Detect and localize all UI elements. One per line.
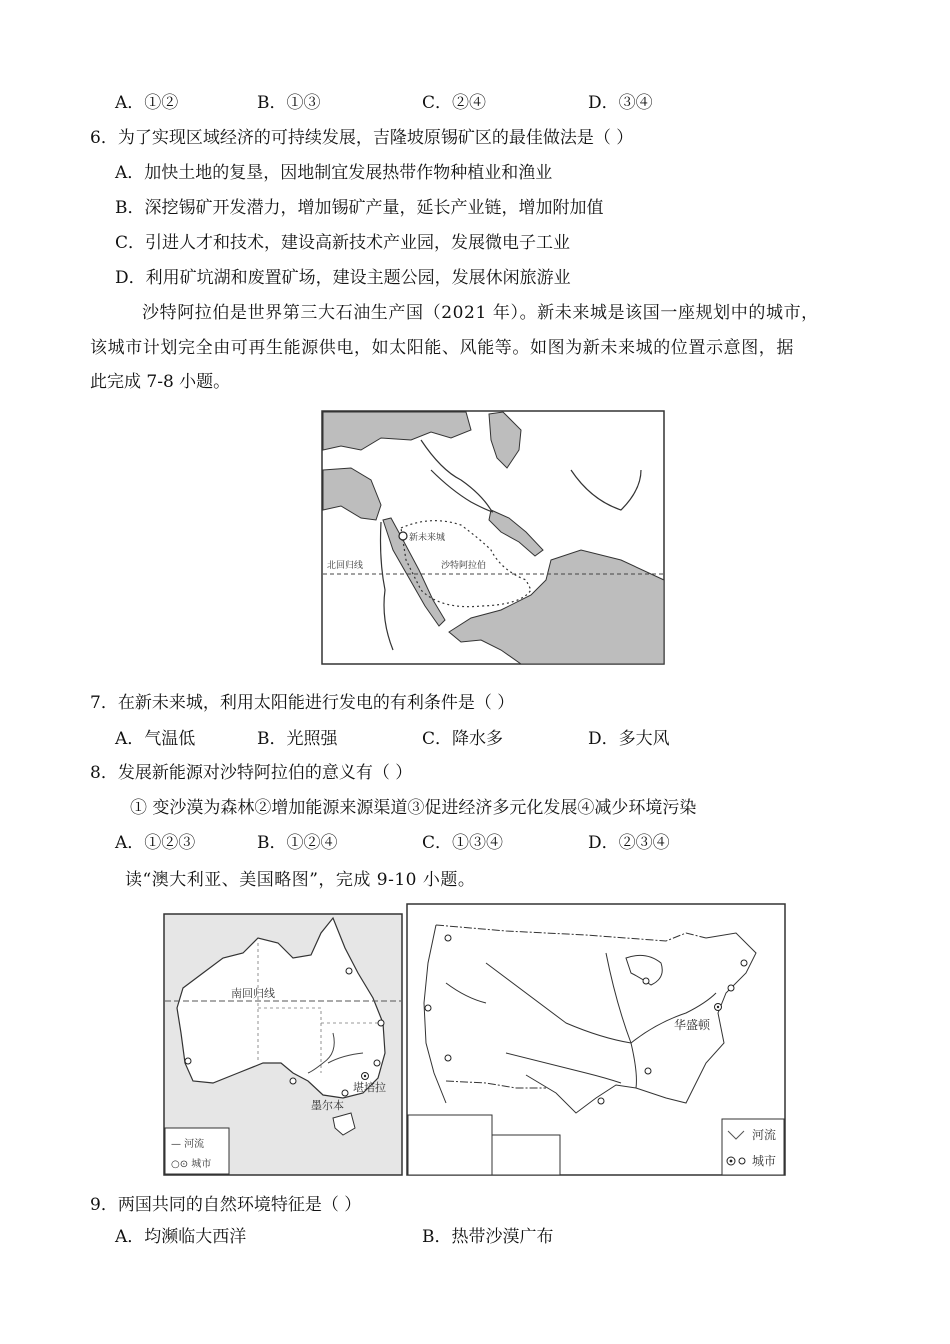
capital-label: 华盛顿 bbox=[674, 1018, 711, 1032]
q7-option-d[interactable]: D．多大风 bbox=[588, 729, 670, 749]
q7-stem: 7．在新未来城，利用太阳能进行发电的有利条件是（ ） bbox=[90, 693, 515, 713]
city-label-melbourne: 墨尔本 bbox=[311, 1099, 344, 1112]
q9-stem: 9．两国共同的自然环境特征是（ ） bbox=[90, 1195, 362, 1215]
q6-stem: 6．为了实现区域经济的可持续发展，吉隆坡原锡矿区的最佳做法是（ ） bbox=[90, 128, 634, 148]
city-label-canberra: 堪培拉 bbox=[353, 1081, 386, 1094]
q8-option-c[interactable]: C．①③④ bbox=[422, 833, 504, 853]
q9-option-b[interactable]: B．热带沙漠广布 bbox=[422, 1227, 554, 1247]
legend-river: 河流 bbox=[752, 1128, 777, 1142]
q6-option-b[interactable]: B．深挖锡矿开发潜力，增加锡矿产量，延长产业链，增加附加值 bbox=[115, 198, 604, 218]
country-label: 沙特阿拉伯 bbox=[441, 561, 487, 571]
q7-option-b[interactable]: B．光照强 bbox=[257, 729, 338, 749]
australia-map bbox=[163, 913, 403, 1176]
passage1-line1: 沙特阿拉伯是世界第三大石油生产国（2021 年）。新未来城是该国一座规划中的城市， bbox=[142, 303, 819, 323]
q8-stem: 8．发展新能源对沙特阿拉伯的意义有（ ） bbox=[90, 763, 413, 783]
q7-option-a[interactable]: A．气温低 bbox=[115, 729, 196, 749]
usa-map bbox=[406, 903, 786, 1176]
q7-option-c[interactable]: C．降水多 bbox=[422, 729, 504, 749]
q9-option-a[interactable]: A．均濒临大西洋 bbox=[115, 1227, 247, 1247]
q6-option-c[interactable]: C．引进人才和技术，建设高新技术产业园，发展微电子工业 bbox=[115, 233, 571, 253]
legend-city: ○⊙ 城市 bbox=[171, 1159, 212, 1170]
q6-option-d[interactable]: D．利用矿坑湖和废置矿场，建设主题公园，发展休闲旅游业 bbox=[115, 268, 571, 288]
q8-option-a[interactable]: A．①②③ bbox=[115, 833, 196, 853]
city-label: 新未来城 bbox=[409, 533, 446, 543]
q8-option-d[interactable]: D．②③④ bbox=[588, 833, 670, 853]
q8-option-b[interactable]: B．①②④ bbox=[257, 833, 338, 853]
q5-option-b[interactable]: B．①③ bbox=[257, 93, 321, 113]
passage2: 读“澳大利亚、美国略图”，完成 9-10 小题。 bbox=[125, 870, 476, 890]
q6-option-a[interactable]: A．加快土地的复垦，因地制宜发展热带作物种植业和渔业 bbox=[115, 163, 553, 183]
q5-option-d[interactable]: D．③④ bbox=[588, 93, 653, 113]
saudi-location-map bbox=[321, 410, 665, 665]
tropic-label: 南回归线 bbox=[231, 987, 275, 1000]
legend-city: 城市 bbox=[752, 1154, 777, 1168]
q5-option-c[interactable]: C．②④ bbox=[422, 93, 487, 113]
passage1-line2: 该城市计划完全由可再生能源供电，如太阳能、风能等。如图为新未来城的位置示意图，据 bbox=[90, 338, 794, 358]
city-marker-icon bbox=[399, 532, 407, 540]
q8-items: ① 变沙漠为森林②增加能源来源渠道③促进经济多元化发展④减少环境污染 bbox=[130, 798, 697, 818]
q5-option-a[interactable]: A．①② bbox=[115, 93, 179, 113]
tropic-label: 北回归线 bbox=[327, 561, 364, 571]
passage1-line3: 此完成 7-8 小题。 bbox=[90, 372, 231, 392]
legend-river: — 河流 bbox=[171, 1139, 205, 1150]
